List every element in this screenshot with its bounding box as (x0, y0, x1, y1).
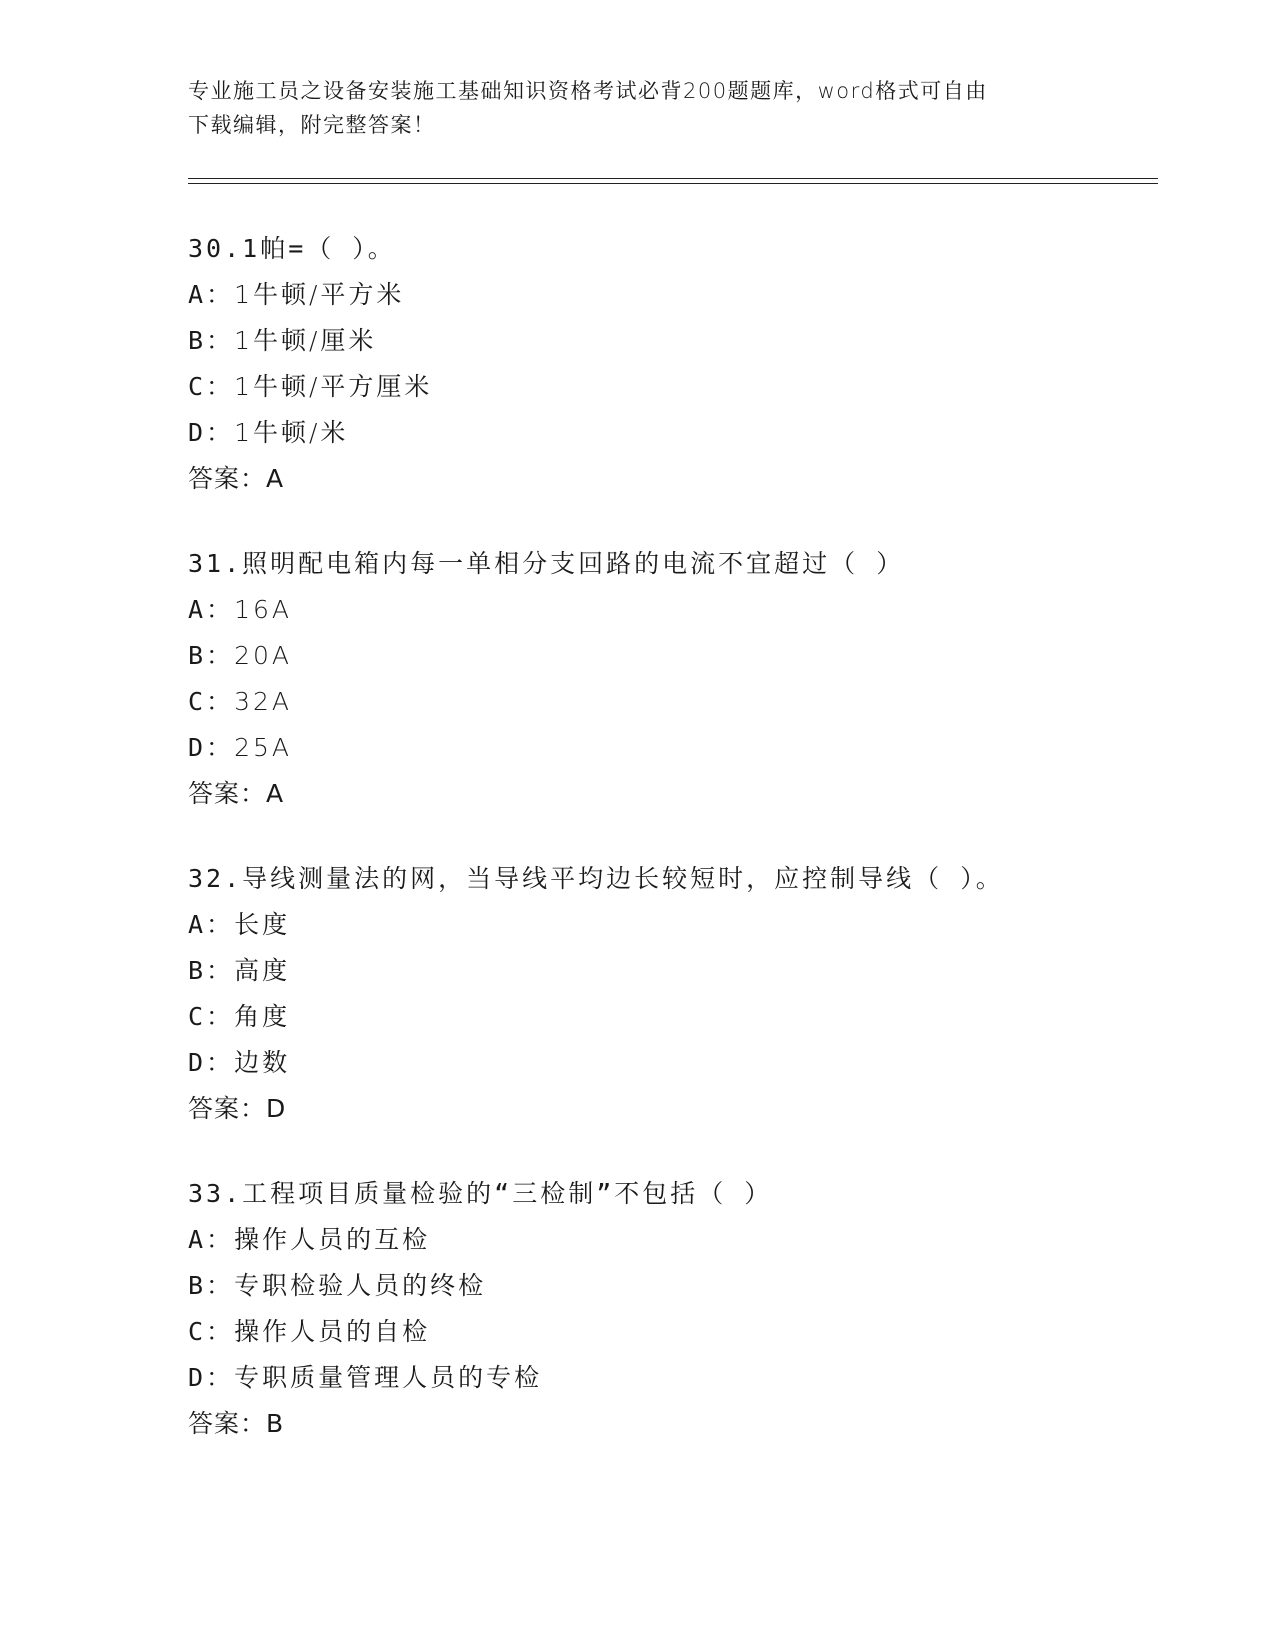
option-label: D： (188, 418, 235, 447)
option-c (188, 364, 1188, 410)
option-text: 操作人员的互检 (234, 1225, 431, 1254)
question-31 (188, 541, 1188, 817)
option-label: C： (188, 1002, 235, 1031)
option-text: 边数 (234, 1048, 291, 1077)
answer: 答案：A (188, 779, 285, 808)
option-text: 高度 (234, 956, 291, 985)
option-text: 长度 (234, 910, 291, 939)
option-label: C： (188, 687, 235, 716)
option-a (188, 1217, 1188, 1263)
option-d (188, 1040, 1188, 1086)
header-line-2: 下载编辑，附完整答案！ (188, 113, 436, 137)
option-c (188, 679, 1188, 725)
option-label: A： (188, 280, 235, 309)
option-text: 20A (234, 641, 292, 670)
question-32 (188, 856, 1188, 1132)
option-text: 1牛顿/厘米 (234, 326, 377, 355)
question-stem: 31.照明配电箱内每一单相分支回路的电流不宜超过（ ） (188, 549, 905, 578)
option-a (188, 272, 1188, 318)
option-b (188, 1263, 1188, 1309)
option-label: C： (188, 1317, 235, 1346)
header-line-1: 专业施工员之设备安装施工基础知识资格考试必背200题题库，word格式可自由 (188, 79, 988, 103)
question-33 (188, 1171, 1188, 1447)
option-d (188, 410, 1188, 456)
option-label: A： (188, 1225, 235, 1254)
answer: 答案：D (188, 1094, 287, 1123)
document-header (188, 74, 1068, 142)
option-text: 专职检验人员的终检 (234, 1271, 487, 1300)
question-30 (188, 226, 1188, 502)
option-label: A： (188, 595, 235, 624)
option-text: 16A (234, 595, 292, 624)
option-text: 1牛顿/平方厘米 (234, 372, 433, 401)
option-text: 角度 (234, 1002, 291, 1031)
option-label: B： (188, 641, 235, 670)
header-divider-top (188, 178, 1158, 179)
answer: 答案：A (188, 464, 285, 493)
option-b (188, 318, 1188, 364)
option-text: 1牛顿/米 (234, 418, 349, 447)
option-label: D： (188, 733, 235, 762)
option-label: A： (188, 910, 235, 939)
answer: 答案：B (188, 1409, 285, 1438)
question-stem: 32.导线测量法的网，当导线平均边长较短时，应控制导线（ ）。 (188, 864, 1004, 893)
option-label: B： (188, 326, 235, 355)
option-label: D： (188, 1363, 235, 1392)
option-a (188, 902, 1188, 948)
option-label: D： (188, 1048, 235, 1077)
option-c (188, 1309, 1188, 1355)
option-text: 25A (234, 733, 292, 762)
option-d (188, 1355, 1188, 1401)
option-label: C： (188, 372, 235, 401)
option-b (188, 948, 1188, 994)
option-label: B： (188, 1271, 235, 1300)
option-text: 1牛顿/平方米 (234, 280, 405, 309)
option-text: 操作人员的自检 (234, 1317, 431, 1346)
option-b (188, 633, 1188, 679)
option-d (188, 725, 1188, 771)
header-divider-bottom (188, 183, 1158, 184)
option-a (188, 587, 1188, 633)
option-text: 32A (234, 687, 292, 716)
option-text: 专职质量管理人员的专检 (234, 1363, 543, 1392)
question-stem: 33.工程项目质量检验的“三检制”不包括（ ） (188, 1179, 773, 1208)
option-c (188, 994, 1188, 1040)
question-stem: 30.1帕=（ ）。 (188, 234, 396, 263)
option-label: B： (188, 956, 235, 985)
